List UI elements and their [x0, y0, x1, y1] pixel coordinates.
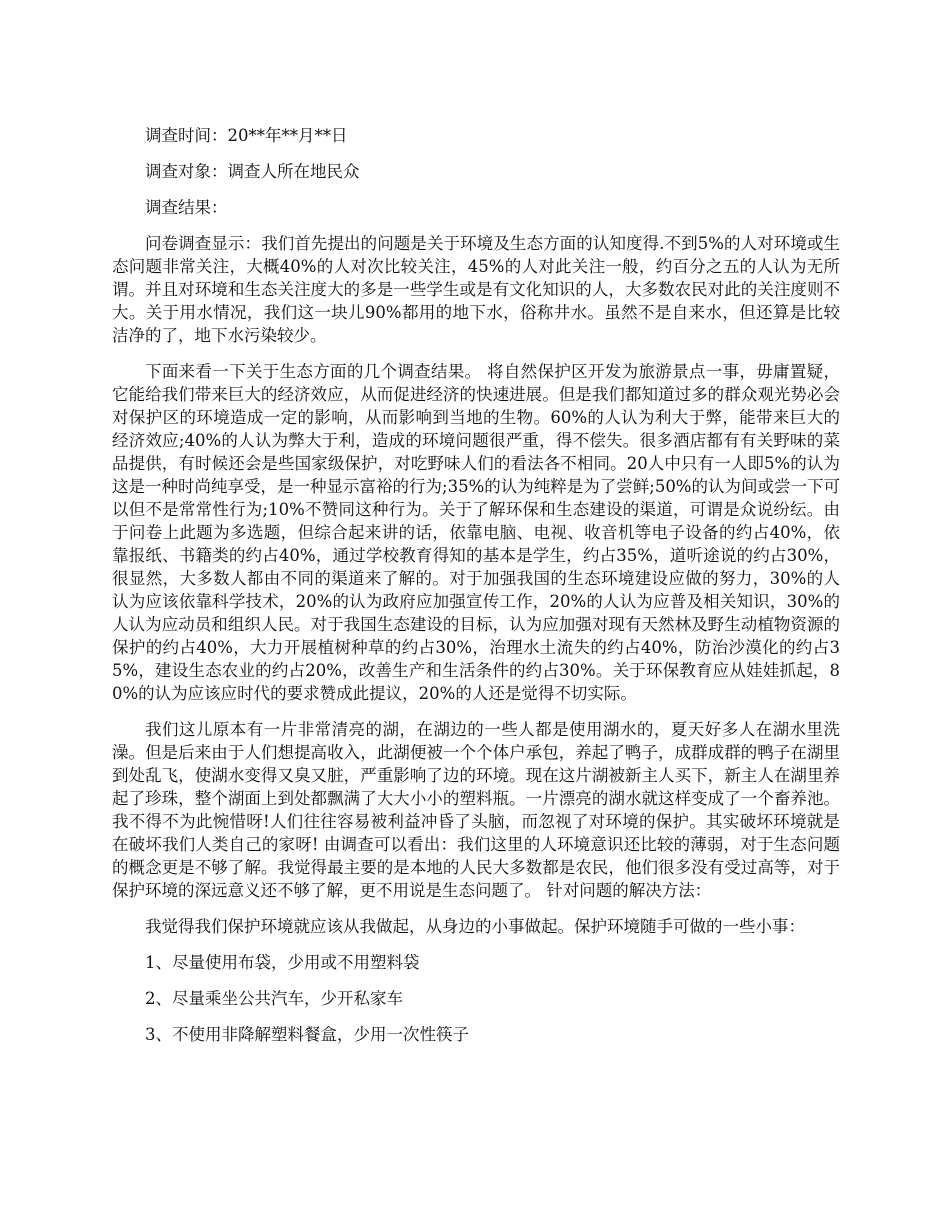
survey-results-heading: 调查结果：	[145, 198, 228, 217]
survey-subject: 调查对象：调查人所在地民众	[145, 162, 360, 181]
list-item: 1、尽量使用布袋，少用或不用塑料袋	[145, 953, 420, 972]
survey-time: 调查时间：20**年**月**日	[145, 126, 348, 145]
paragraph-ecology-results: 下面来看一下关于生态方面的几个调查结果。 将自然保护区开发为旅游景点一事，毋庸置疑，它能给我们带来巨大的经济效应，从而促进经济的快速进展。但是我们都知道过多的群众观光势必会对保护区的环境造成一定的影响，从而影响到当地的生物。60%的人认为利大于弊，能带来巨大的经济效应;40%的人认为弊大于利，造成的环境问题很严重，得不偿失。很多酒店都有有关野味的菜品提供，有时候还会是些国家级保护，对吃野味人们的看法各不相同。20人中只有一人即5%的认为这是一种时尚纯享受，是一种显示富裕的行为;35%的认为纯粹是为了尝鲜;50%的认为间或尝一下可以但不是常常性行为;10%不赞同这种行为。关于了解环保和生态建设的渠道，可谓是众说纷纭。由于问卷上此题为多选题，但综合起来讲的话，依靠电脑、电视、收音机等电子设备的约占40%，依靠报纸、书籍类的约占40%，通过学校教育得知的基本是学生，约占35%，道听途说的约占30%，很显然，大多数人都由不同的渠道来了解的。对于加强我国的生态环境建设应做的努力，30%的人认为应该依靠科学技术，20%的认为政府应加强宣传工作，20%的人认为应普及相关知识，30%的人认为应动员和组织人民。对于我国生态建设的目标，认为应加强对现有天然林及野生动植物资源的保护的约占40%，大力开展植树种草的约占30%，治理水土流失的约占40%，防治沙漠化的约占35%，建设生态农业的约占20%，改善生产和生活条件的约占30%。关于环保教育应从娃娃抓起，80%的认为应该应时代的要求赞成此提议，20%的人还是觉得不切实际。	[112, 362, 840, 703]
paragraph-awareness: 问卷调查显示：我们首先提出的问题是关于环境及生态方面的认知度得.不到5%的人对环境或生态问题非常关注，大概40%的人对次比较关注，45%的人对此关注一般，约百分之五的人认为无所谓。并且对环境和生态关注度大的多是一些学生或是有文化知识的人，大多数农民对此的关注度则不大。关于用水情况，我们这一块儿90%都用的地下水，俗称井水。虽然不是自来水，但还算是比较洁净的了，地下水污染较少。	[112, 234, 840, 345]
document-body	[112, 124, 840, 1059]
list-item: 2、尽量乘坐公共汽车，少开私家车	[145, 989, 403, 1008]
paragraph-suggestion: 我觉得我们保护环境就应该从我做起，从身边的小事做起。保护环境随手可做的一些小事：	[145, 917, 805, 936]
list-item: 3、不使用非降解塑料餐盒，少用一次性筷子	[145, 1025, 469, 1044]
paragraph-lake: 我们这儿原本有一片非常清亮的湖，在湖边的一些人都是使用湖水的，夏天好多人在湖水里洗澡。但是后来由于人们想提高收入，此湖便被一个个体户承包，养起了鸭子，成群成群的鸭子在湖里到处乱飞，使湖水变得又臭又脏，严重影响了边的环境。现在这片湖被新主人买下，新主人在湖里养起了珍珠，整个湖面上到处都飘满了大大小小的塑料瓶。一片漂亮的湖水就这样变成了一个畜养池。我不得不为此惋惜呀!人们往往容易被利益冲昏了头脑，而忽视了对环境的保护。其实破坏环境就是在破坏我们人类自己的家呀! 由调查可以看出：我们这里的人环境意识还比较的薄弱，对于生态问题的概念更是不够了解。我觉得最主要的是本地的人民大多数都是农民，他们很多没有受过高等，对于保护环境的深远意义还不够了解，更不用说是生态问题了。 针对问题的解决方法：	[112, 720, 840, 900]
